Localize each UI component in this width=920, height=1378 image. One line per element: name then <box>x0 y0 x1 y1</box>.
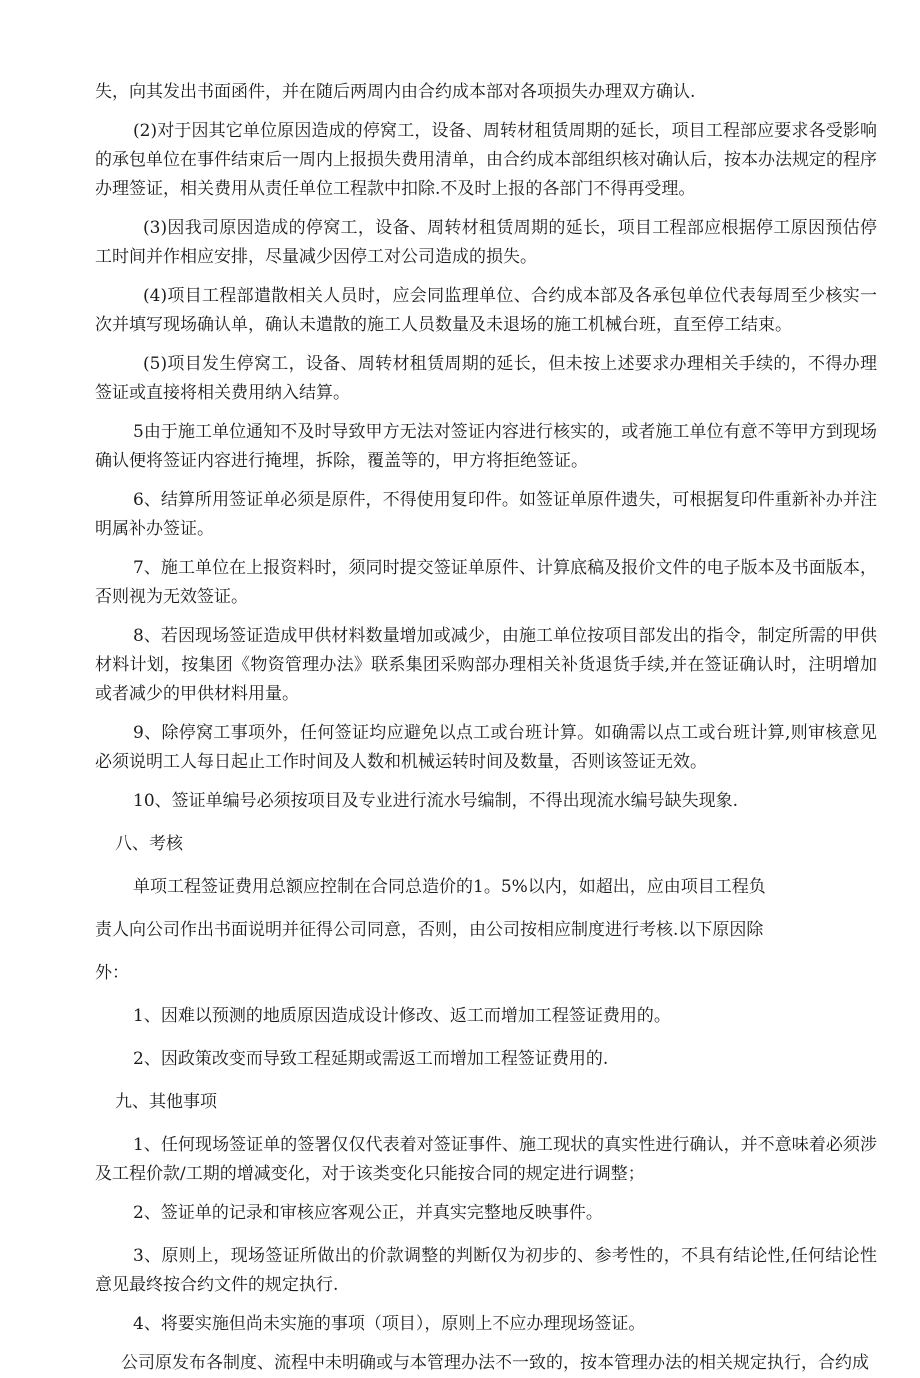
paragraph-assessment-line-1: 单项工程签证费用总额应控制在合同总造价的1。5%以内，如超出，应由项目工程负 <box>133 877 766 897</box>
paragraph-assessment-line-3: 外： <box>95 963 129 983</box>
paragraph-item-3: (3)因我司原因造成的停窝工，设备、周转材租赁周期的延长，项目工程部应根据停工原因预估停工时间并作相应安排，尽量减少因停工对公司造成的损失。 <box>95 218 877 267</box>
section-heading-assessment: 八、考核 <box>115 834 183 854</box>
section-heading-other-matters: 九、其他事项 <box>115 1092 217 1112</box>
paragraph-clause-10: 10、签证单编号必须按项目及专业进行流水号编制，不得出现流水编号缺失现象. <box>133 791 739 811</box>
paragraph-item-2: (2)对于因其它单位原因造成的停窝工，设备、周转材租赁周期的延长，项目工程部应要求各受影响的承包单位在事件结束后一周内上报损失费用清单，由合约成本部组织核对确认后，按本办法规定的程序办理签证，相关费用从责任单位工程款中扣除.不及时上报的各部门不得再受理。 <box>95 121 877 199</box>
paragraph-item-4: (4)项目工程部遣散相关人员时，应会同监理单位、合约成本部及各承包单位代表每周至少核实一次并填写现场确认单，确认未遣散的施工人员数量及未退场的施工机械台班，直至停工结束。 <box>95 286 877 335</box>
document-page <box>95 78 877 1378</box>
paragraph-clause-8: 8、若因现场签证造成甲供材料数量增加或减少，由施工单位按项目部发出的指令，制定所需的甲供材料计划，按集团《物资管理办法》联系集团采购部办理相关补货退货手续,并在签证确认时，注明增加或者减少的甲供材料用量。 <box>95 626 877 704</box>
paragraph-other-1: 1、任何现场签证单的签署仅仅代表着对签证事件、施工现状的真实性进行确认，并不意味着必须涉及工程价款/工期的增减变化，对于该类变化只能按合同的规定进行调整； <box>95 1135 877 1184</box>
paragraph-assessment-line-2: 责人向公司作出书面说明并征得公司同意，否则，由公司按相应制度进行考核.以下原因除 <box>95 920 764 940</box>
paragraph-exception-2: 2、因政策改变而导致工程延期或需返工而增加工程签证费用的. <box>133 1049 609 1069</box>
paragraph-item-5: (5)项目发生停窝工，设备、周转材租赁周期的延长，但未按上述要求办理相关手续的，不得办理签证或直接将相关费用纳入结算。 <box>95 354 877 403</box>
paragraph-other-4: 4、将要实施但尚未实施的事项（项目），原则上不应办理现场签证。 <box>133 1314 646 1334</box>
paragraph-clause-7: 7、施工单位在上报资料时，须同时提交签证单原件、计算底稿及报价文件的电子版本及书面版本，否则视为无效签证。 <box>95 558 877 607</box>
paragraph-other-2: 2、签证单的记录和审核应客观公正，并真实完整地反映事件。 <box>133 1203 603 1223</box>
paragraph-other-3: 3、原则上，现场签证所做出的价款调整的判断仅为初步的、参考性的，不具有结论性,任何结论性意见最终按合约文件的规定执行. <box>95 1246 877 1295</box>
paragraph-closing: 公司原发布各制度、流程中未明确或与本管理办法不一致的，按本管理办法的相关规定执行，合约成 <box>121 1353 869 1373</box>
paragraph-exception-1: 1、因难以预测的地质原因造成设计修改、返工而增加工程签证费用的。 <box>133 1006 671 1026</box>
paragraph-loss-confirmation: 失，向其发出书面函件，并在随后两周内由合约成本部对各项损失办理双方确认. <box>95 82 696 102</box>
paragraph-clause-6: 6、结算所用签证单必须是原件，不得使用复印件。如签证单原件遗失，可根据复印件重新补办并注明属补办签证。 <box>95 490 877 539</box>
paragraph-clause-9: 9、除停窝工事项外，任何签证均应避免以点工或台班计算。如确需以点工或台班计算,则审核意见必须说明工人每日起止工作时间及人数和机械运转时间及数量，否则该签证无效。 <box>95 723 877 772</box>
paragraph-clause-5: 5由于施工单位通知不及时导致甲方无法对签证内容进行核实的，或者施工单位有意不等甲方到现场确认便将签证内容进行掩埋，拆除，覆盖等的，甲方将拒绝签证。 <box>95 422 877 471</box>
